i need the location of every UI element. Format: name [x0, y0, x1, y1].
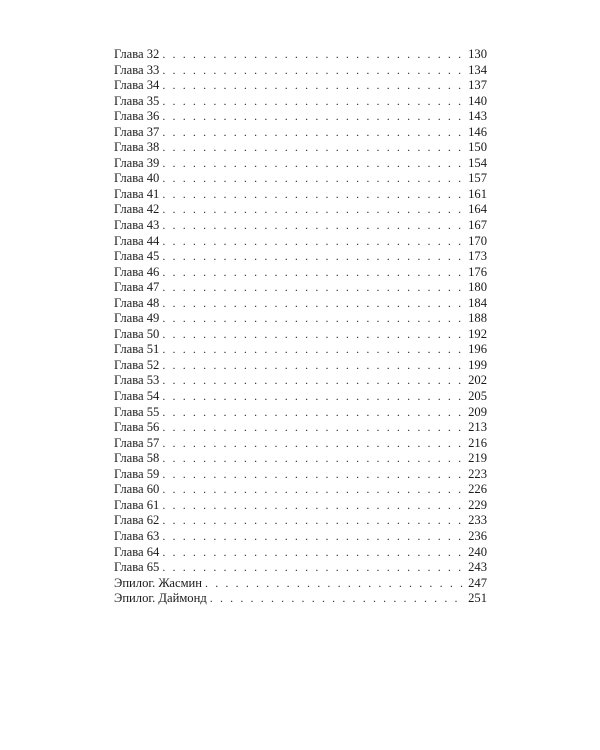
dot-leader	[162, 156, 464, 172]
toc-entry-title: Глава 48	[114, 295, 160, 310]
dot-leader	[162, 109, 464, 125]
toc-entry	[114, 249, 487, 265]
dot-leader	[162, 529, 464, 545]
dot-leader	[162, 218, 464, 234]
toc-entry-page-number: 196	[468, 342, 487, 357]
toc-entry	[114, 265, 487, 281]
toc-entry-title: Глава 62	[114, 513, 160, 528]
dot-leader	[162, 560, 464, 576]
dot-leader	[162, 234, 464, 250]
toc-entry	[114, 405, 487, 421]
toc-entry-page-number: 251	[468, 591, 487, 606]
toc-entry	[114, 389, 487, 405]
toc-entry-page-number: 202	[468, 373, 487, 388]
toc-entry-page-number: 157	[468, 171, 487, 186]
toc-entry	[114, 202, 487, 218]
toc-entry-page-number: 164	[468, 202, 487, 217]
toc-entry	[114, 218, 487, 234]
toc-entry	[114, 529, 487, 545]
table-of-contents	[114, 47, 487, 607]
dot-leader	[162, 342, 464, 358]
toc-entry-title: Глава 64	[114, 544, 160, 559]
toc-entry	[114, 498, 487, 514]
toc-entry-title: Глава 55	[114, 404, 160, 419]
dot-leader	[162, 358, 464, 374]
toc-entry-page-number: 219	[468, 451, 487, 466]
dot-leader	[210, 591, 464, 607]
dot-leader	[162, 171, 464, 187]
dot-leader	[162, 296, 464, 312]
dot-leader	[162, 389, 464, 405]
toc-entry-page-number: 226	[468, 482, 487, 497]
dot-leader	[162, 265, 464, 281]
toc-entry	[114, 358, 487, 374]
toc-entry	[114, 311, 487, 327]
dot-leader	[162, 498, 464, 514]
toc-entry-page-number: 150	[468, 140, 487, 155]
toc-entry-page-number: 154	[468, 155, 487, 170]
toc-entry-title: Глава 53	[114, 373, 160, 388]
dot-leader	[162, 327, 464, 343]
dot-leader	[162, 63, 464, 79]
dot-leader	[162, 47, 464, 63]
toc-entry-page-number: 216	[468, 435, 487, 450]
toc-entry-title: Глава 32	[114, 47, 160, 61]
toc-entry	[114, 420, 487, 436]
toc-entry	[114, 63, 487, 79]
toc-entry-page-number: 180	[468, 280, 487, 295]
dot-leader	[162, 545, 464, 561]
toc-entry-title: Глава 50	[114, 326, 160, 341]
toc-entry-page-number: 146	[468, 124, 487, 139]
toc-entry-title: Глава 40	[114, 171, 160, 186]
toc-entry	[114, 280, 487, 296]
toc-entry-page-number: 140	[468, 93, 487, 108]
toc-entry-title: Глава 38	[114, 140, 160, 155]
toc-entry-title: Глава 36	[114, 109, 160, 124]
toc-entry	[114, 109, 487, 125]
dot-leader	[162, 451, 464, 467]
toc-entry	[114, 436, 487, 452]
toc-entry	[114, 373, 487, 389]
toc-entry-page-number: 130	[468, 47, 487, 61]
dot-leader	[205, 576, 464, 592]
toc-entry-title: Глава 43	[114, 218, 160, 233]
toc-entry-title: Глава 34	[114, 78, 160, 93]
dot-leader	[162, 202, 464, 218]
toc-entry-page-number: 233	[468, 513, 487, 528]
toc-entry-page-number: 167	[468, 218, 487, 233]
toc-entry-page-number: 188	[468, 311, 487, 326]
toc-entry-page-number: 243	[468, 560, 487, 575]
toc-entry-title: Глава 44	[114, 233, 160, 248]
dot-leader	[162, 249, 464, 265]
toc-entry-page-number: 229	[468, 497, 487, 512]
toc-entry-title: Глава 61	[114, 497, 160, 512]
toc-entry	[114, 451, 487, 467]
dot-leader	[162, 280, 464, 296]
toc-entry	[114, 591, 487, 607]
toc-entry-title: Глава 56	[114, 420, 160, 435]
toc-entry	[114, 234, 487, 250]
toc-entry	[114, 560, 487, 576]
toc-entry	[114, 78, 487, 94]
toc-entry-page-number: 173	[468, 249, 487, 264]
dot-leader	[162, 311, 464, 327]
toc-entry-title: Глава 46	[114, 264, 160, 279]
toc-entry-page-number: 213	[468, 420, 487, 435]
toc-entry	[114, 467, 487, 483]
toc-entry-page-number: 134	[468, 62, 487, 77]
toc-entry	[114, 545, 487, 561]
toc-entry	[114, 171, 487, 187]
toc-entry	[114, 482, 487, 498]
toc-entry	[114, 342, 487, 358]
dot-leader	[162, 187, 464, 203]
toc-entry	[114, 513, 487, 529]
toc-entry	[114, 296, 487, 312]
toc-entry-page-number: 170	[468, 233, 487, 248]
dot-leader	[162, 467, 464, 483]
dot-leader	[162, 140, 464, 156]
toc-entry	[114, 47, 487, 63]
dot-leader	[162, 513, 464, 529]
dot-leader	[162, 94, 464, 110]
toc-entry-title: Эпилог. Жасмин	[114, 575, 203, 590]
toc-entry-title: Глава 33	[114, 62, 160, 77]
toc-entry-page-number: 247	[468, 575, 487, 590]
dot-leader	[162, 420, 464, 436]
toc-entry-page-number: 205	[468, 389, 487, 404]
toc-entry	[114, 156, 487, 172]
toc-entry-title: Глава 35	[114, 93, 160, 108]
toc-entry-page-number: 223	[468, 466, 487, 481]
toc-entry-page-number: 199	[468, 357, 487, 372]
toc-entry-page-number: 143	[468, 109, 487, 124]
toc-entry-title: Глава 41	[114, 186, 160, 201]
toc-entry-page-number: 240	[468, 544, 487, 559]
toc-entry-title: Глава 60	[114, 482, 160, 497]
toc-entry-title: Глава 58	[114, 451, 160, 466]
toc-entry-title: Эпилог. Даймонд	[114, 591, 207, 606]
toc-entry-title: Глава 52	[114, 357, 160, 372]
dot-leader	[162, 436, 464, 452]
toc-entry	[114, 94, 487, 110]
toc-entry-title: Глава 45	[114, 249, 160, 264]
toc-entry-title: Глава 49	[114, 311, 160, 326]
toc-entry-page-number: 236	[468, 528, 487, 543]
dot-leader	[162, 482, 464, 498]
dot-leader	[162, 78, 464, 94]
dot-leader	[162, 125, 464, 141]
toc-entry-title: Глава 57	[114, 435, 160, 450]
toc-entry-title: Глава 42	[114, 202, 160, 217]
toc-entry-page-number: 176	[468, 264, 487, 279]
toc-entry-title: Глава 47	[114, 280, 160, 295]
toc-entry	[114, 187, 487, 203]
toc-entry	[114, 140, 487, 156]
toc-entry	[114, 125, 487, 141]
toc-entry	[114, 327, 487, 343]
toc-entry-page-number: 192	[468, 326, 487, 341]
toc-entry-title: Глава 54	[114, 389, 160, 404]
dot-leader	[162, 405, 464, 421]
toc-entry-title: Глава 51	[114, 342, 160, 357]
toc-entry-title: Глава 59	[114, 466, 160, 481]
toc-entry-title: Глава 39	[114, 155, 160, 170]
toc-entry-page-number: 137	[468, 78, 487, 93]
toc-entry-page-number: 209	[468, 404, 487, 419]
toc-entry-title: Глава 63	[114, 528, 160, 543]
toc-entry	[114, 576, 487, 592]
toc-entry-page-number: 184	[468, 295, 487, 310]
dot-leader	[162, 373, 464, 389]
toc-entry-title: Глава 37	[114, 124, 160, 139]
toc-entry-page-number: 161	[468, 186, 487, 201]
toc-entry-title: Глава 65	[114, 560, 160, 575]
